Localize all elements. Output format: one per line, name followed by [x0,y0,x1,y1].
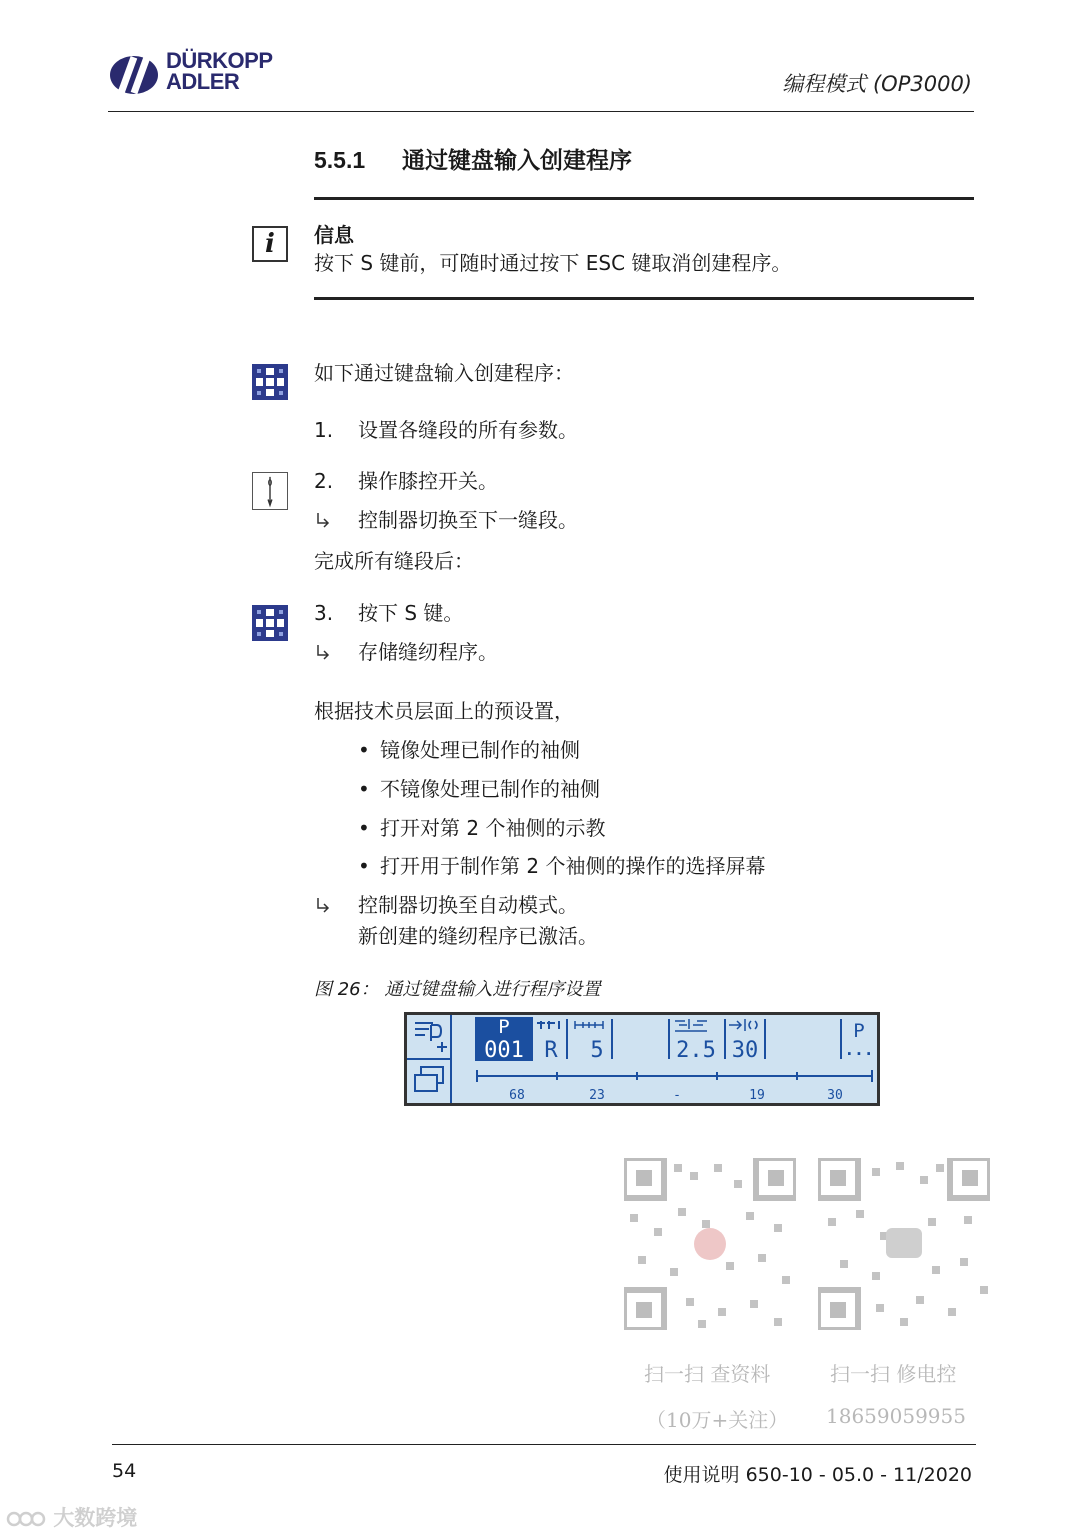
bullet-item: 打开用于制作第 2 个袖侧的操作的选择屏幕 [380,854,766,878]
scale-value: 30 [827,1088,843,1103]
copy-icon [415,1067,443,1091]
section-title: 通过键盘输入创建程序 [402,148,632,174]
page-number: 54 [112,1460,137,1482]
step-1-number: 1. [314,418,334,442]
result-arrow-icon [314,511,334,531]
step-3-result: 存储缝纫程序。 [358,640,498,664]
bullet-dot: • [358,777,370,801]
count-value: 30 [731,1038,759,1063]
length-value: 2.5 [676,1038,716,1063]
footer-rule [112,1444,976,1445]
info-top-rule [314,197,974,200]
document-info: 使用说明 650-10 - 05.0 - 11/2020 [663,1464,972,1486]
screen-display [407,1015,877,1103]
step-2-text: 操作膝控开关。 [358,469,498,493]
keyboard-icon [252,364,288,400]
scale-value: 23 [589,1088,605,1103]
depending-text: 根据技术员层面上的预设置， [314,699,574,723]
step-1-text: 设置各缝段的所有参数。 [358,418,578,442]
program-label: P [498,1016,510,1038]
info-bottom-rule [314,297,974,300]
stitch-value: 5 [590,1038,604,1063]
figure-caption: 图 26： 通过键盘输入进行程序设置 [314,979,601,1000]
p-label: P [853,1020,865,1042]
step-3-text: 按下 S 键。 [358,601,464,625]
intro-text: 如下通过键盘输入创建程序： [314,361,574,385]
result-arrow-icon [314,643,334,663]
result-arrow-icon [314,896,334,916]
after-all-text: 完成所有缝段后： [314,549,474,573]
brand-line2: ADLER [166,69,240,94]
watermark [6,1502,137,1532]
step-3-number: 3. [314,601,334,625]
final-result-line1: 控制器切换至自动模式。 [358,893,578,917]
info-icon: i [252,226,288,262]
info-text: 按下 S 键前，可随时通过按下 ESC 键取消创建程序。 [314,251,792,275]
scale-value: 68 [509,1088,525,1103]
qr-right-caption1: 扫一扫 修电控 [830,1362,957,1386]
section-heading [314,142,632,175]
watermark-logo-icon [6,1508,46,1530]
bullet-item: 不镜像处理已制作的袖侧 [380,777,600,801]
info-heading: 信息 [314,223,354,247]
seam-count-icon [729,1019,757,1031]
final-result-line2: 新创建的缝纫程序已激活。 [358,924,598,948]
stitch-length-icon [675,1019,707,1031]
qr-right-caption2: 18659059955 [826,1404,966,1428]
qr-left-caption2: （10万+关注） [646,1408,789,1432]
p-dots: ... [844,1040,874,1059]
header-rule [108,111,974,112]
header-title: 编程模式 (OP3000) [782,72,972,96]
program-add-icon [415,1023,447,1052]
section-number: 5.5.1 [314,147,366,173]
program-number: 001 [484,1038,524,1063]
reverse-stitch-icon [537,1021,559,1029]
brand-line1: DÜRKOPP [166,48,273,73]
control-panel-screen [404,1012,880,1106]
step-2-number: 2. [314,469,334,493]
knee-switch-icon [252,472,288,510]
qr-code-right [818,1158,990,1330]
bullet-item: 打开对第 2 个袖侧的示教 [380,816,606,840]
scale-value: 19 [749,1088,765,1103]
stitch-count-icon [575,1021,603,1029]
qr-left-caption1: 扫一扫 查资料 [644,1362,771,1386]
brand-logo [108,50,288,102]
watermark-text: 大数跨境 [53,1506,138,1530]
bullet-dot: • [358,854,370,878]
logo-mark-icon [108,54,160,96]
r-label: R [544,1038,558,1063]
bullet-dot: • [358,816,370,840]
bullet-dot: • [358,738,370,762]
keyboard-icon [252,605,288,641]
bullet-item: 镜像处理已制作的袖侧 [380,738,580,762]
step-2-result: 控制器切换至下一缝段。 [358,508,578,532]
qr-code-left [624,1158,796,1330]
scale-value: - [673,1088,681,1103]
